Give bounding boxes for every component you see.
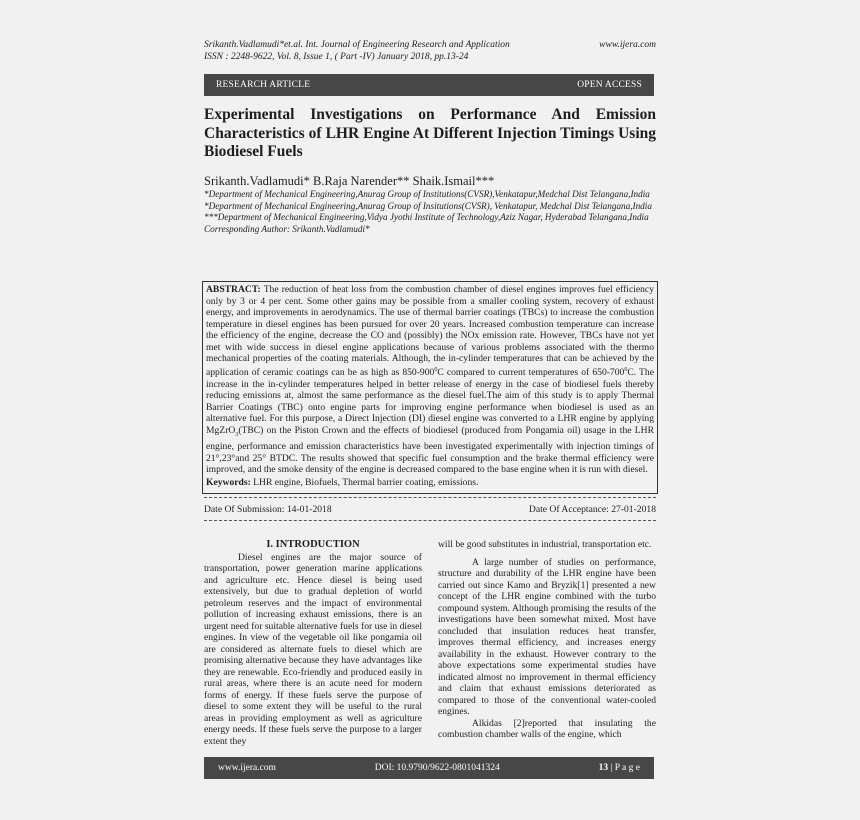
- abstract-text-1: The reduction of heat loss from the combustion chamber of diesel engines improves fuel efficiency only by 3 or 4 per cent. Some other gains may be possible from a smaller cooling system, recovery of exhaust energy, and improvements in aerodynamics. The use of thermal barrier coatings (TBCs) to increase the combustion temperature in diesel engines has been pursued for over 20 years. Increased combustion temperature can increase the efficiency of the engine, decrease the CO and (possibly) the NOx emission rate. However, TBCs have not yet met with wide success in diesel engine applications because of various problems associated with the thermo mechanical properties of the coating materials. Although, the in-cylinder temperatures that can be achieved by the application of ceramic coatings can be as high as 850-900: [206, 284, 654, 379]
- affiliation-3: ***Department of Mechanical Engineering,Vidya Jyothi Institute of Technology,Aziz Nagar, Hyderabad Telangana,India: [204, 212, 649, 222]
- intro-paragraph-left: Diesel engines are the major source of transportation, power generation marine applications and agriculture etc. Hence diesel is being used extensively, but due to gradual depletion of world petroleum reserves and the impact of environmental pollution of increasing exhaust emissions, there is an urgent need for suitable alternative fuels for use in diesel engines. In view of the vegetable oil like pongamia oil are considered as alternate fuels to diesel which are promising alternative because they have advantages like they are renewable. Eco-friendly and produced easily in rural areas, where there is an acute need for modern forms of energy. If these fuels serve the purpose of diesel to some extent they will be useful to the rural areas in providing employment as well as agriculture energy needs. If these fuels serve the purpose to a larger extent they: [204, 551, 423, 747]
- intro-paragraph-lhr-studies: A large number of studies on performance, structure and durability of the LHR engine have been carried out since Kamo and Bryzik[1] presented a new concept of the LHR engine combined with the turbo compound system. Although promising the results of the investigations have been somewhat mixed. Most have concluded that insulation reduces heat transfer, improves thermal efficiency, and increases energy availability in the exhaust. However contrary to the above expectations some experimental studies have indicated almost no improvement in thermal efficiency and claim that exhaust emissions deteriorated as compared to those of the conventional water-cooled engines.: [438, 556, 656, 717]
- right-column: [438, 539, 656, 741]
- intro-paragraph-alkidas: Alkidas [2]reported that insulating the combustion chamber walls of the engine, which: [438, 717, 656, 740]
- page-label: | P a g e: [608, 763, 640, 773]
- abstract-box: [202, 281, 658, 494]
- issn-line: ISSN : 2248-9622, Vol. 8, Issue 1, ( Part -IV) January 2018, pp.13-24: [204, 52, 469, 62]
- page-number: [599, 763, 640, 773]
- intro-paragraph-continued: will be good substitutes in industrial, transportation etc.: [438, 539, 652, 550]
- author-list: Srikanth.Vadlamudi* B.Raja Narender** Shaik.Ismail***: [204, 174, 495, 188]
- page-number-value: 13: [598, 763, 609, 773]
- introduction-heading: I. INTRODUCTION: [266, 539, 360, 550]
- submission-date: Date Of Submission: 14-01-2018: [204, 504, 332, 515]
- keywords-text: LHR engine, Biofuels, Thermal barrier coating, emissions.: [253, 476, 479, 488]
- subscript-three: 3: [235, 431, 239, 438]
- date-row: [204, 504, 656, 515]
- affiliation-1: *Department of Mechanical Engineering,Anurag Group of Institutions(CVSR),Venkatapur,Medchal Dist Telangana,India: [204, 189, 650, 199]
- left-column: [204, 539, 422, 747]
- abstract-text-2: C compared to current temperatures of 650-700: [437, 367, 625, 379]
- keywords-line: [206, 477, 654, 489]
- keywords-label: Keywords:: [206, 476, 251, 488]
- footer-doi: DOI: 10.9790/9622-0801041324: [374, 763, 500, 773]
- page-footer: [204, 757, 654, 779]
- journal-site-link[interactable]: www.ijera.com: [599, 40, 656, 50]
- superscript-degree: 0: [434, 366, 438, 373]
- paper-title: Experimental Investigations on Performance And Emission Characteristics of LHR Engine At Different Injection Timings Using Biodiesel Fuels: [204, 106, 656, 160]
- journal-header: [204, 40, 656, 51]
- affiliation-2: *Department of Mechanical Engineering,Anurag Group of Insitutions(CVSR), Venkatapur, Medchal Dist Telangana,India: [204, 200, 652, 211]
- footer-site-link[interactable]: www.ijera.com: [218, 763, 276, 773]
- open-access-label: OPEN ACCESS: [577, 80, 642, 90]
- superscript-degree: 0: [624, 366, 628, 373]
- divider-bottom: [204, 520, 656, 522]
- article-type-banner: [204, 74, 654, 96]
- abstract-text-3: C. The increase in the in-cylinder temperatures helped in better release of energy in the case of biodiesel fuels thereby reducing emissions at, almost the same performance as the diesel fuel.The aim of this study is to apply Thermal Barrier Coatings (TBC) onto engine parts for improving engine performance when biodiesel is used as an alternative fuel. For this purpose, a Direct Injection (DI) diesel engine was converted to a LHR engine by applying MgZrO: [206, 367, 654, 436]
- divider-top: [204, 497, 656, 499]
- acceptance-date: Date Of Acceptance: 27-01-2018: [528, 504, 656, 515]
- abstract-text-4: (TBC) on the Piston Crown and the effects of biodiesel (produced from Pongamia oil) usage in the LHR engine, performance and emission characteristics have been investigated experimentally with injection timings of 21°,23°and 25° BTDC. The results showed that specific fuel consumption and the brake thermal efficiency were improved, and the smoke density of the engine is decreased compared to the base engine when it is run with diesel.: [206, 424, 654, 476]
- research-article-label: RESEARCH ARTICLE: [216, 80, 311, 90]
- abstract-label: ABSTRACT:: [206, 284, 261, 295]
- corresponding-author: Corresponding Author: Srikanth.Vadlamudi*: [204, 223, 370, 234]
- affiliations: [204, 189, 656, 235]
- journal-citation: Srikanth.Vadlamudi*et.al. Int. Journal of Engineering Research and Application: [204, 40, 510, 50]
